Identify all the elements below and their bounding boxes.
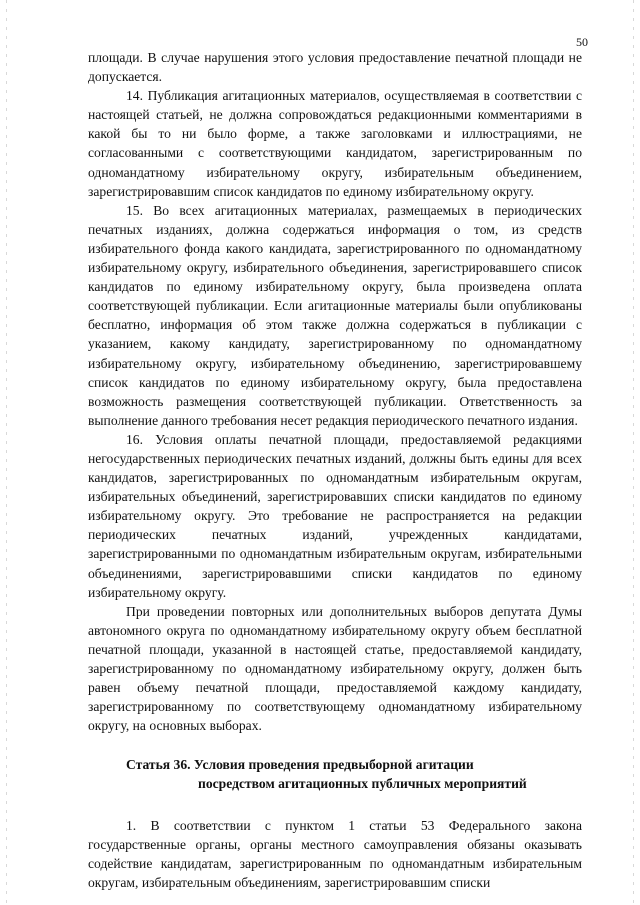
- article-heading-line2: посредством агитационных публичных мероприятий: [198, 776, 527, 792]
- article-heading: [88, 755, 582, 793]
- document-body: [88, 48, 582, 892]
- paragraph-16: 16. Условия оплаты печатной площади, предоставляемой редакциями негосударственных периодических печатных изданий, должны быть едины для всех кандидатов, зарегистрированных по одномандатным избирательным округам, избирательных объединений, зарегистрировавших списки кандидатов по единому избирательному округу. Это требование не распространяется на редакции периодических печатных изданий, учрежденных кандидатами, зарегистрированными по одномандатным избирательным округам, избирательными объединениями, зарегистрировавшими списки кандидатов по единому избирательному округу.: [88, 431, 582, 600]
- page-number: 50: [576, 35, 588, 49]
- scan-edge-left: [6, 0, 7, 905]
- scan-edge-right: [633, 0, 634, 905]
- paragraph-article36-1: 1. В соответствии с пунктом 1 статьи 53 Федерального закона государственные органы, органы местного самоуправления обязаны оказывать содействие кандидатам, зарегистрированным по одномандатным избирательным округам, избирательным объединениям, зарегистрировавшим списки: [88, 817, 582, 890]
- paragraph-repeat-elections: При проведении повторных или дополнительных выборов депутата Думы автономного округа по одномандатному избирательному округу объем бесплатной печатной площади, указанной в настоящей статье, предоставляемой кандидату, зарегистрированному по одномандатному избирательному округу, должен быть равен объему печатной площади, предоставляемой каждому кандидату, зарегистрированному по соответствующему одномандатному избирательному округу, на основных выборах.: [88, 603, 582, 734]
- article-heading-line1: Статья 36. Условия проведения предвыборной агитации: [126, 757, 474, 773]
- paragraph-15: 15. Во всех агитационных материалах, размещаемых в периодических печатных изданиях, должна содержаться информация о том, из средств избирательного фонда какого кандидата, зарегистрированного по одномандатному избирательному округу, избирательного объединения, зарегистрировавшего список кандидатов по единому избирательному округу, была произведена оплата соответствующей публикации. Если агитационные материалы были опубликованы бесплатно, информация об этом также должна содержаться в публикации с указанием, какому кандидату, зарегистрированному по одномандатному избирательному округу, избирательному объединению, зарегистрировавшему список кандидатов по единому избирательному округу, была предоставлена возможность размещения соответствующей публикации. Ответственность за выполнение данного требования несет редакция периодического печатного издания.: [88, 202, 582, 428]
- paragraph-continuation: площади. В случае нарушения этого условия предоставление печатной площади не допускается.: [88, 50, 582, 85]
- paragraph-14: 14. Публикация агитационных материалов, осуществляемая в соответствии с настоящей статьей, не должна сопровождаться редакционными комментариями в какой бы то ни было форме, а также заголовками и иллюстрациями, не согласованными с соответствующими кандидатом, зарегистрированным по одномандатному избирательному округу, избирательным объединением, зарегистрировавшим список кандидатов по единому избирательному округу.: [88, 88, 582, 199]
